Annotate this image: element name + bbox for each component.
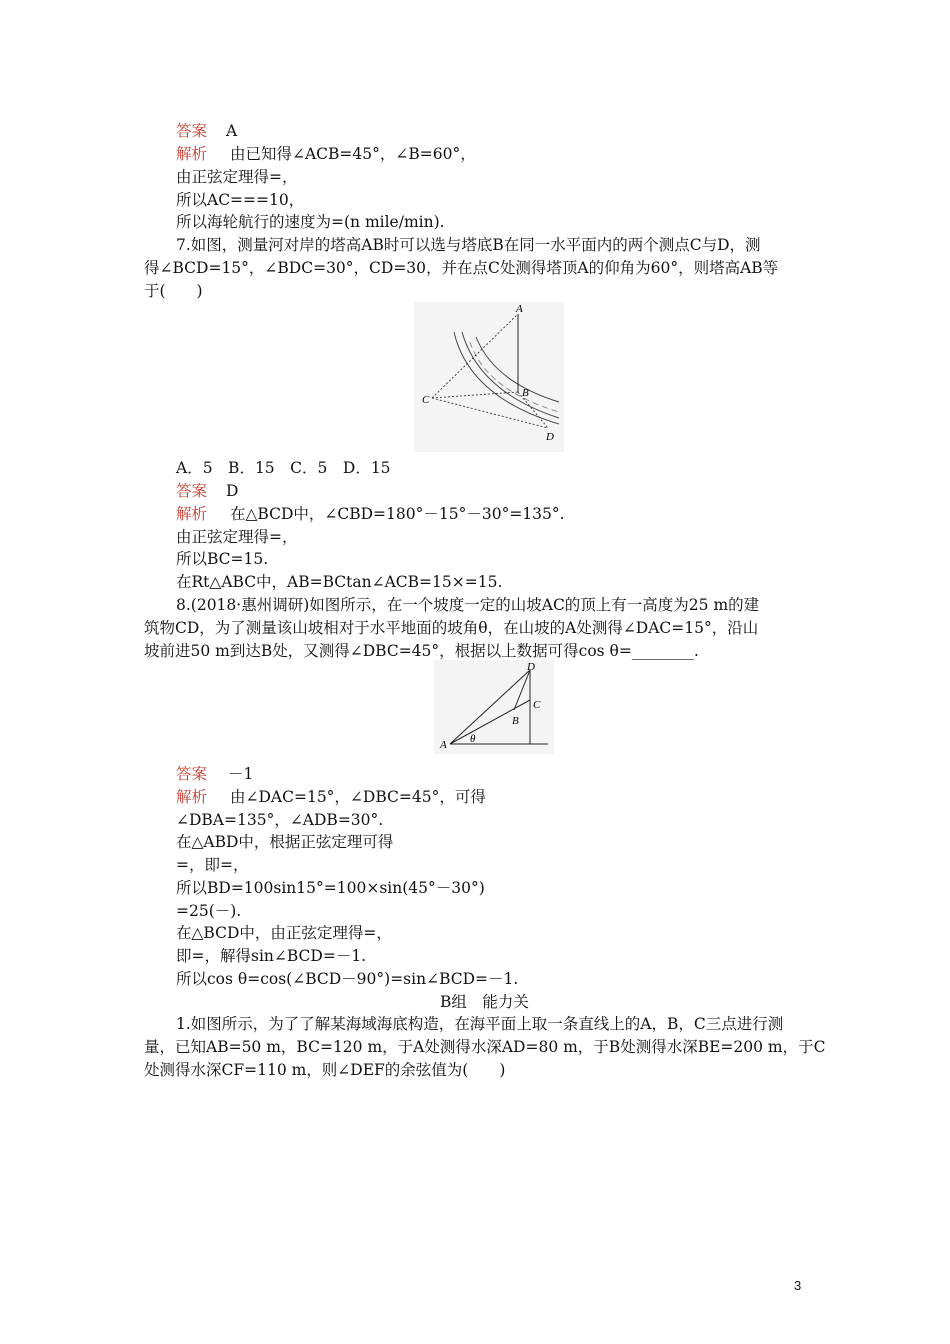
label-theta: θ [470,733,476,745]
question-8-text: 8.(2018·惠州调研)如图所示，在一个坡度一定的山坡AC的顶上有一高度为25 m的建 [176,596,760,614]
question-7-text: 于( ) [144,282,203,300]
label-D: D [527,661,535,673]
label-A: A [516,303,523,315]
solution-text: 由正弦定理得=， [176,528,298,546]
solution-text: 在△BCD中，由正弦定理得=， [176,924,392,942]
answer-value: D [226,482,239,500]
question-7-text: 得∠BCD=15°，∠BDC=30°，CD=30，并在点C处测得塔顶A的仰角为60°，则塔高AB等 [144,259,779,277]
label-C: C [533,699,541,711]
label-A: A [440,739,447,751]
question-b1-text: 处测得水深CF=110 m，则∠DEF的余弦值为( ) [144,1061,506,1079]
solution-text: 所以AC===10， [176,191,305,209]
solution-text: 所以BD=100sin15°=100×sin(45°－30°) [176,879,485,897]
label-C: C [422,394,430,406]
section-title: B组 能力关 [440,993,529,1011]
question-b1-text: 量，已知AB=50 m，BC=120 m，于A处测得水深AD=80 m，于B处测得水深BE=200 m，于C [144,1038,826,1056]
label-D: D [546,431,554,443]
answer-label: 答案 [176,482,208,500]
label-B: B [512,715,519,727]
solution-text: 所以BC=15. [176,550,269,568]
solution-text: ∠DBA=135°，∠ADB=30°. [176,811,384,829]
question-7-options: A．5 B．15 C．5 D．15 [176,459,391,477]
answer-label: 答案 [176,122,208,140]
solution-text: 由∠DAC=15°，∠DBC=45°，可得 [230,788,486,806]
solution-text: 由已知得∠ACB=45°，∠B=60°， [230,145,476,163]
question-8-text: 筑物CD，为了测量该山坡相对于水平地面的坡角θ，在山坡的A处测得∠DAC=15°，沿山 [144,619,759,637]
solution-text: 由正弦定理得=， [176,168,298,186]
solution-label: 解析 [176,505,208,523]
label-B: B [522,387,529,399]
solution-text: 在Rt△ABC中，AB=BCtan∠ACB=15×=15. [176,573,503,591]
solution-text: 即=，解得sin∠BCD=－1. [176,947,367,965]
solution-text: =，即=， [176,856,249,874]
question-8-figure [434,660,554,754]
page-number: 3 [794,1278,802,1293]
question-b1-text: 1.如图所示，为了了解某海域海底构造，在海平面上取一条直线上的A，B，C三点进行测 [176,1015,784,1033]
solution-text: 所以海轮航行的速度为=(n mile/min). [176,213,445,231]
question-8-text: 坡前进50 m到达B处，又测得∠DBC=45°，根据以上数据可得cos θ=________. [144,642,699,660]
solution-text: 在△ABD中，根据正弦定理可得 [176,833,394,851]
solution-text: 所以cos θ=cos(∠BCD－90°)=sin∠BCD=－1. [176,970,519,988]
solution-label: 解析 [176,788,208,806]
question-7-text: 7.如图，测量河对岸的塔高AB时可以选与塔底B在同一水平面内的两个测点C与D，测 [176,236,761,254]
question-7-figure [414,302,564,452]
solution-text: =25(－). [176,902,242,920]
solution-label: 解析 [176,145,208,163]
solution-text: 在△BCD中，∠CBD=180°－15°－30°=135°. [230,505,565,523]
answer-value: －1 [228,765,254,783]
answer-label: 答案 [176,765,208,783]
answer-value: A [226,122,238,140]
